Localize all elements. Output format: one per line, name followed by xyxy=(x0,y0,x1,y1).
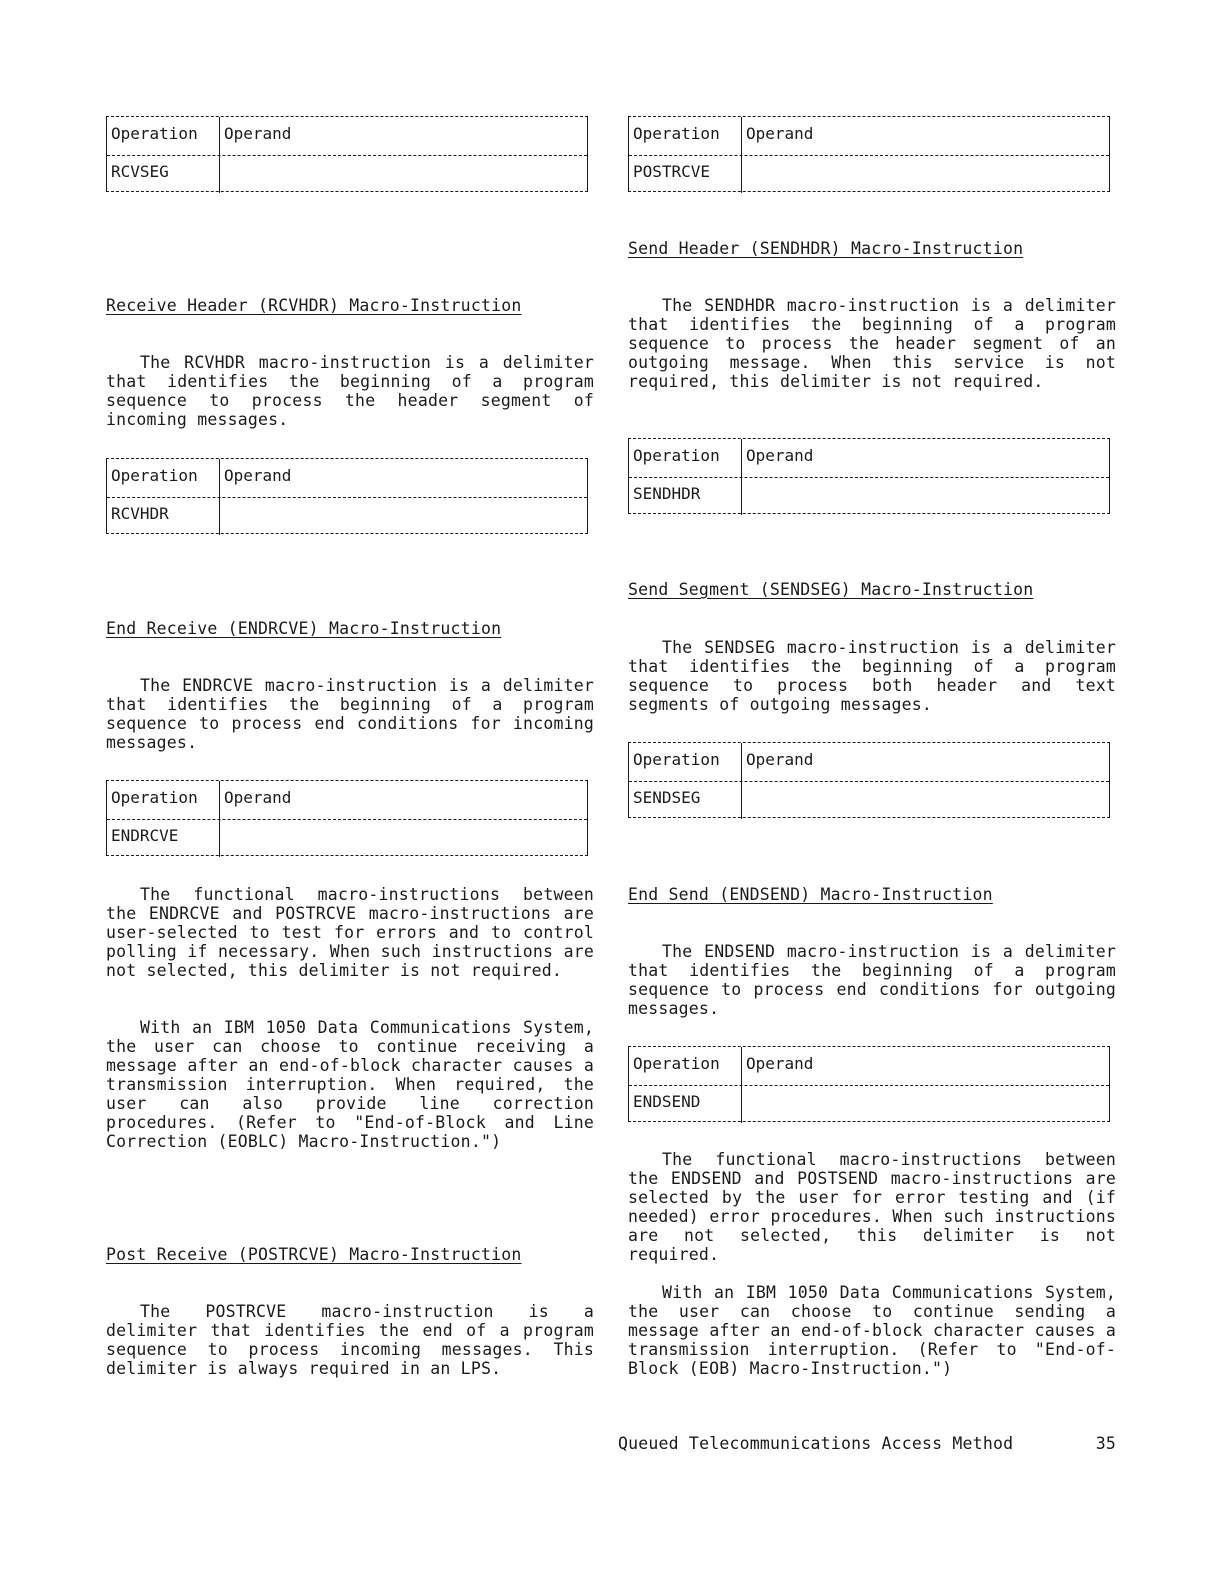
operand-header: Operand xyxy=(746,750,814,769)
operation-value: RCVHDR xyxy=(107,497,220,535)
page-number: 35 xyxy=(1095,1434,1116,1453)
endsend-paragraph-1: The ENDSEND macro-instruction is a delimiter that identifies the beginning of a program sequence to process end conditions for outgoing messages. xyxy=(628,942,1116,1018)
operand-value xyxy=(220,497,587,535)
operand-header: Operand xyxy=(746,124,814,143)
endsend-heading: End Send (ENDSEND) Macro-Instruction xyxy=(628,885,993,904)
operand-value xyxy=(220,819,587,857)
operation-header: Operation xyxy=(107,781,220,819)
rcvhdr-paragraph: The RCVHDR macro-instruction is a delimiter that identifies the beginning of a program sequence to process the header segment of incoming messages. xyxy=(106,353,594,429)
operand-value xyxy=(742,477,1109,515)
sendhdr-heading: Send Header (SENDHDR) Macro-Instruction xyxy=(628,239,1024,258)
endrcve-paragraph-3: With an IBM 1050 Data Communications System, the user can choose to continue receiving a message after an end-of-block character causes a transmission interruption. When required, the user can also provide line correction procedures. (Refer to "End-of-Block and Line Correction (EOBLC) Macro-Instruction.") xyxy=(106,1018,594,1151)
operation-header: Operation xyxy=(629,117,742,155)
endsend-paragraph-2: The functional macro-instructions between the ENDSEND and POSTSEND macro-instructions are selected by the user for error testing and (if needed) error procedures. When such instructions are not selected, this delimiter is not required. xyxy=(628,1150,1116,1264)
sendseg-paragraph: The SENDSEG macro-instruction is a delimiter that identifies the beginning of a program sequence to process both header and text segments of outgoing messages. xyxy=(628,638,1116,714)
operand-header: Operand xyxy=(746,446,814,465)
operation-header: Operation xyxy=(629,743,742,781)
sendseg-heading: Send Segment (SENDSEG) Macro-Instruction xyxy=(628,580,1034,599)
footer-title: Queued Telecommunications Access Method xyxy=(618,1434,1014,1453)
operation-value: RCVSEG xyxy=(107,155,220,193)
operand-header: Operand xyxy=(224,788,292,807)
postrcve-paragraph: The POSTRCVE macro-instruction is a delimiter that identifies the end of a program sequence to process incoming messages. This delimiter is always required in an LPS. xyxy=(106,1302,594,1378)
operand-value xyxy=(220,155,587,193)
operand-value xyxy=(742,155,1109,193)
operation-header: Operation xyxy=(107,117,220,155)
operation-value: POSTRCVE xyxy=(629,155,742,193)
operand-header: Operand xyxy=(224,466,292,485)
page-footer xyxy=(618,1434,1116,1453)
operation-header: Operation xyxy=(629,439,742,477)
sendhdr-format-table xyxy=(628,438,1110,514)
operand-header: Operand xyxy=(746,1054,814,1073)
operation-value: SENDHDR xyxy=(629,477,742,515)
operand-header: Operand xyxy=(224,124,292,143)
rcvhdr-heading: Receive Header (RCVHDR) Macro-Instruction xyxy=(106,296,522,315)
operation-header: Operation xyxy=(107,459,220,497)
endsend-format-table xyxy=(628,1046,1110,1122)
postrcve-heading: Post Receive (POSTRCVE) Macro-Instruction xyxy=(106,1245,522,1264)
operand-value xyxy=(742,781,1109,819)
operation-header: Operation xyxy=(629,1047,742,1085)
endrcve-format-table xyxy=(106,780,588,856)
sendseg-format-table xyxy=(628,742,1110,818)
postrcve-format-table xyxy=(628,116,1110,192)
endsend-paragraph-3: With an IBM 1050 Data Communications System, the user can choose to continue sending a message after an end-of-block character causes a transmission interruption. (Refer to "End-of-Block (EOB) Macro-Instruction.") xyxy=(628,1283,1116,1378)
operation-value: SENDSEG xyxy=(629,781,742,819)
rcvhdr-format-table xyxy=(106,458,588,534)
operand-value xyxy=(742,1085,1109,1123)
endrcve-paragraph-1: The ENDRCVE macro-instruction is a delimiter that identifies the beginning of a program sequence to process end conditions for incoming messages. xyxy=(106,676,594,752)
endrcve-paragraph-2: The functional macro-instructions between the ENDRCVE and POSTRCVE macro-instructions are user-selected to test for errors and to control polling if necessary. When such instructions are not selected, this delimiter is not required. xyxy=(106,885,594,980)
operation-value: ENDSEND xyxy=(629,1085,742,1123)
rcvseg-format-table xyxy=(106,116,588,192)
sendhdr-paragraph: The SENDHDR macro-instruction is a delimiter that identifies the beginning of a program sequence to process the header segment of an outgoing message. When this service is not required, this delimiter is not required. xyxy=(628,296,1116,391)
endrcve-heading: End Receive (ENDRCVE) Macro-Instruction xyxy=(106,619,502,638)
operation-value: ENDRCVE xyxy=(107,819,220,857)
